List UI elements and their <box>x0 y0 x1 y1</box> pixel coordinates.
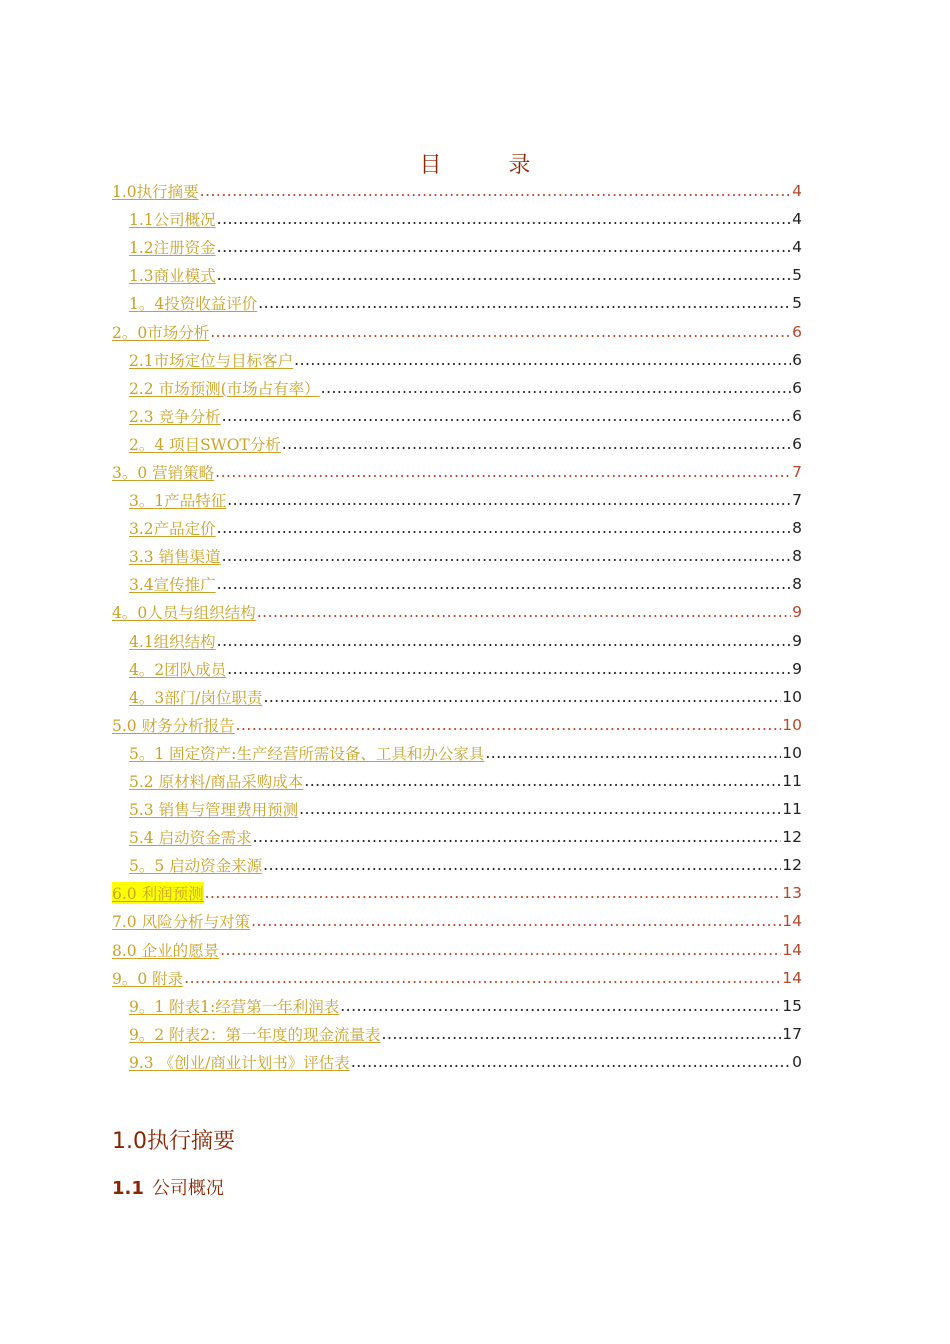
toc-leader-dots <box>217 575 791 593</box>
toc-entry-link[interactable]: 9.3 《创业/商业计划书》评估表 <box>129 1053 350 1072</box>
toc-page-number: 5 <box>792 266 802 285</box>
toc-leader-dots <box>304 772 781 790</box>
toc-entry-link[interactable]: 5.0 财务分析报告 <box>112 716 235 735</box>
toc-leader-dots <box>200 182 791 200</box>
toc-page-number: 6 <box>792 378 802 397</box>
toc-entry[interactable] <box>112 767 802 795</box>
toc-leader-dots <box>340 997 781 1015</box>
toc-leader-dots <box>294 351 791 369</box>
toc-leader-dots <box>351 1053 791 1071</box>
subsection-title: 公司概况 <box>151 1178 224 1199</box>
toc-entry[interactable] <box>112 374 802 402</box>
toc-entry[interactable] <box>112 711 802 739</box>
toc-page-number: 11 <box>782 800 802 819</box>
toc-leader-dots <box>215 463 791 481</box>
toc-entry[interactable] <box>112 346 802 374</box>
toc-leader-dots <box>227 660 791 678</box>
toc-page-number: 6 <box>792 322 802 341</box>
toc-leader-dots <box>217 632 791 650</box>
table-of-contents <box>112 177 802 1076</box>
toc-title <box>0 148 950 179</box>
toc-entry-link[interactable]: 4。3部门/岗位职责 <box>129 688 263 707</box>
toc-page-number: 14 <box>782 940 802 959</box>
toc-entry-link[interactable]: 2。4 项目SWOT分析 <box>129 435 281 454</box>
toc-leader-dots <box>217 519 791 537</box>
toc-page-number: 7 <box>792 491 802 510</box>
toc-page-number: 9 <box>792 631 802 650</box>
toc-page-number: 10 <box>782 715 802 734</box>
toc-entry[interactable] <box>112 430 802 458</box>
toc-leader-dots <box>210 323 791 341</box>
toc-page-number: 6 <box>792 406 802 425</box>
toc-page-number: 11 <box>782 772 802 791</box>
toc-page-number: 4 <box>792 182 802 201</box>
toc-page-number: 17 <box>782 1024 802 1043</box>
toc-page-number: 4 <box>792 210 802 229</box>
toc-page-number: 10 <box>782 687 802 706</box>
toc-entry[interactable] <box>112 879 802 907</box>
toc-leader-dots <box>299 800 781 818</box>
toc-entry[interactable] <box>112 542 802 570</box>
toc-entry[interactable] <box>112 823 802 851</box>
toc-page-number: 12 <box>782 828 802 847</box>
toc-leader-dots <box>257 603 791 621</box>
toc-entry[interactable] <box>112 233 802 261</box>
toc-entry[interactable] <box>112 205 802 233</box>
toc-entry[interactable] <box>112 570 802 598</box>
toc-leader-dots <box>253 828 782 846</box>
toc-entry-link[interactable]: 1。4投资收益评价 <box>129 295 258 314</box>
toc-leader-dots <box>222 547 792 565</box>
toc-entry[interactable] <box>112 402 802 430</box>
toc-page-number: 5 <box>792 294 802 313</box>
subsection-number: 1.1 <box>112 1178 144 1199</box>
toc-entry-link[interactable]: 2.3 竞争分析 <box>129 407 221 426</box>
toc-entry-link[interactable]: 1.2注册资金 <box>129 239 216 258</box>
toc-entry[interactable] <box>112 655 802 683</box>
toc-page-number: 8 <box>792 519 802 538</box>
toc-leader-dots <box>321 379 791 397</box>
toc-entry-link[interactable]: 1.3商业模式 <box>129 267 216 286</box>
toc-entry-link[interactable]: 5.4 启动资金需求 <box>129 829 252 848</box>
toc-leader-dots <box>258 294 791 312</box>
toc-entry-link[interactable]: 4。0人员与组织结构 <box>112 604 256 623</box>
toc-entry-link[interactable]: 6.0 利润预测 <box>112 882 204 904</box>
toc-leader-dots <box>263 688 781 706</box>
toc-page-number: 6 <box>792 350 802 369</box>
toc-leader-dots <box>217 266 791 284</box>
toc-page-number: 14 <box>782 912 802 931</box>
toc-entry[interactable] <box>112 598 802 626</box>
toc-entry-link[interactable]: 4.1组织结构 <box>129 632 216 651</box>
toc-entry[interactable] <box>112 683 802 711</box>
toc-entry[interactable] <box>112 992 802 1020</box>
toc-entry-link[interactable]: 3.4宣传推广 <box>129 576 216 595</box>
toc-page-number: 13 <box>782 884 802 903</box>
toc-entry[interactable] <box>112 514 802 542</box>
toc-page-number: 9 <box>792 603 802 622</box>
toc-entry-link[interactable]: 4。2团队成员 <box>129 660 227 679</box>
toc-entry[interactable] <box>112 851 802 879</box>
subsection-heading <box>112 1174 224 1200</box>
toc-entry-link[interactable]: 3。0 营销策略 <box>112 463 215 482</box>
toc-leader-dots <box>222 407 792 425</box>
toc-leader-dots <box>184 969 781 987</box>
toc-entry-link[interactable]: 5.3 销售与管理费用预测 <box>129 801 299 820</box>
toc-entry-link[interactable]: 5.2 原材料/商品采购成本 <box>129 773 304 792</box>
toc-leader-dots <box>205 884 782 902</box>
toc-entry[interactable] <box>112 261 802 289</box>
toc-entry-link[interactable]: 2。0市场分析 <box>112 323 210 342</box>
toc-page-number: 7 <box>792 462 802 481</box>
toc-page-number: 15 <box>782 996 802 1015</box>
toc-entry[interactable] <box>112 739 802 767</box>
toc-leader-dots <box>485 744 781 762</box>
toc-entry-link[interactable]: 2.2 市场预测(市场占有率） <box>129 379 320 398</box>
toc-entry-link[interactable]: 5。1 固定资产:生产经营所需设备、工具和办公家具 <box>129 744 485 763</box>
toc-leader-dots <box>217 210 791 228</box>
toc-title-char: 目 <box>419 153 442 178</box>
toc-entry[interactable] <box>112 486 802 514</box>
toc-entry[interactable] <box>112 177 802 205</box>
toc-page-number: 8 <box>792 575 802 594</box>
toc-entry[interactable] <box>112 1020 802 1048</box>
toc-entry-link[interactable]: 1.1公司概况 <box>129 211 216 230</box>
toc-leader-dots <box>236 716 782 734</box>
toc-leader-dots <box>251 912 781 930</box>
toc-entry[interactable] <box>112 1048 802 1076</box>
toc-leader-dots <box>227 491 791 509</box>
toc-entry[interactable] <box>112 627 802 655</box>
toc-page-number: 6 <box>792 434 802 453</box>
toc-title-char: 录 <box>508 153 531 178</box>
toc-page-number: 9 <box>792 659 802 678</box>
toc-leader-dots <box>220 941 781 959</box>
toc-page-number: 4 <box>792 238 802 257</box>
toc-leader-dots <box>282 435 791 453</box>
toc-entry-link[interactable]: 3.2产品定价 <box>129 520 216 539</box>
toc-leader-dots <box>382 1025 782 1043</box>
toc-page-number: 8 <box>792 547 802 566</box>
toc-page-number: 10 <box>782 743 802 762</box>
toc-entry-link[interactable]: 7.0 风险分析与对策 <box>112 913 251 932</box>
toc-page-number: 0 <box>792 1052 802 1071</box>
toc-leader-dots <box>263 856 781 874</box>
toc-entry[interactable] <box>112 936 802 964</box>
toc-entry-link[interactable]: 5。5 启动资金来源 <box>129 857 263 876</box>
toc-entry[interactable] <box>112 317 802 345</box>
toc-page-number: 14 <box>782 968 802 987</box>
section-heading: 1.0执行摘要 <box>112 1129 235 1154</box>
toc-entry-link[interactable]: 8.0 企业的愿景 <box>112 941 220 960</box>
toc-entry[interactable] <box>112 907 802 935</box>
toc-leader-dots <box>217 238 791 256</box>
toc-page-number: 12 <box>782 856 802 875</box>
toc-entry-link[interactable]: 9。1 附表1:经营第一年利润表 <box>129 997 340 1016</box>
toc-entry-link[interactable]: 2.1市场定位与目标客户 <box>129 351 294 370</box>
toc-entry-link[interactable]: 9。2 附表2：第一年度的现金流量表 <box>129 1025 381 1044</box>
toc-entry[interactable] <box>112 964 802 992</box>
toc-entry-link[interactable]: 1.0执行摘要 <box>112 183 199 202</box>
toc-entry[interactable] <box>112 795 802 823</box>
toc-entry[interactable] <box>112 458 802 486</box>
toc-entry[interactable] <box>112 289 802 317</box>
toc-entry-link[interactable]: 9。0 附录 <box>112 969 184 988</box>
toc-entry-link[interactable]: 3.3 销售渠道 <box>129 548 221 567</box>
toc-entry-link[interactable]: 3。1产品特征 <box>129 492 227 511</box>
